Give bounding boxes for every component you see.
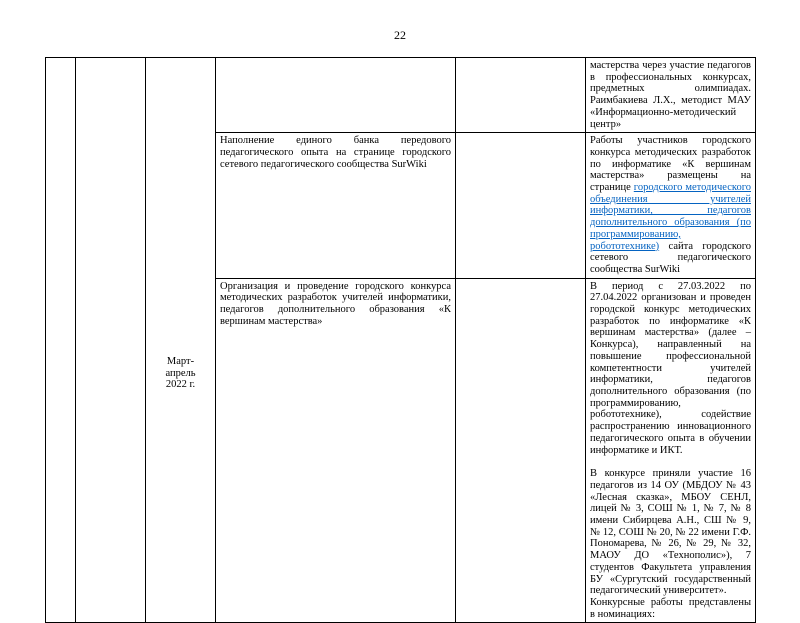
date-text: Март-апрель 2022 г. [165, 356, 196, 391]
result-paragraph: В период с 27.03.2022 по 27.04.2022 организован и проведен городской конкурс методических разработок по информатике «К вершинам мастерства» (далее – Конкурса), направленный на повышение профессиональной компетентности учителей информатики, педагогов дополнительного образования (по программированию, робототехнике), содействие распространению инновационного педагогического опыта в обучении информатике и ИКТ. [590, 280, 751, 456]
surwiki-page-link[interactable]: городского методического объединения учителей информатики, педагогов дополнительного образования (по программированию, робототехнике) [590, 182, 751, 252]
report-table [45, 57, 756, 623]
table-cell-col1-empty [46, 58, 76, 623]
table-cell-col2-empty [76, 58, 146, 623]
table-cell-result-row3 [586, 278, 756, 623]
activity-text: Наполнение единого банка передового педагогического опыта на странице городского сетевого педагогического сообщества SurWiki [220, 135, 451, 170]
table-cell-date [146, 58, 216, 623]
table-cell-activity-row3 [216, 278, 456, 623]
table-cell-col5-row2-empty [456, 133, 586, 278]
table-cell-col5-row1-empty [456, 58, 586, 133]
result-paragraph: Конкурсные работы представлены в номинациях: [590, 596, 751, 620]
table-row [46, 58, 756, 133]
table-cell-col5-row3-empty [456, 278, 586, 623]
result-text: мастерства через участие педагогов в профессиональных конкурсах, предметных олимпиадах. Раимбакиева Л.Х., методист МАУ «Информационно-методический центр» [590, 60, 751, 130]
table-cell-activity-row2 [216, 133, 456, 278]
page-number: 22 [394, 28, 406, 42]
activity-text: Организация и проведение городского конкурса методических разработок учителей информатики, педагогов дополнительного образования «К вершинам мастерства» [220, 280, 451, 327]
table-cell-activity-row1-empty [216, 58, 456, 133]
result-text-segment: сайта городского сетевого педагогического сообщества SurWiki [590, 240, 751, 275]
result-text-segment: Работы участников городского конкурса методических разработок по информатике «К вершинам мастерства» размещены на странице [590, 135, 751, 194]
table-cell-result-row1 [586, 58, 756, 133]
table-cell-result-row2 [586, 133, 756, 278]
result-paragraph: В конкурсе приняли участие 16 педагогов из 14 ОУ (МБДОУ № 43 «Лесная сказка», МБОУ СЕНЛ, лицей № 3, СОШ № 1, № 7, № 8 имени Сибирцева А.Н., СШ № 9, № 12, СОШ № 20, № 22 имени Г.Ф. Пономарева, № 26, № 29, № 32, МАОУ ДО «Технополис»), 7 студентов Факультета управления БУ «Сургутский государственный педагогический университет». [590, 468, 751, 597]
result-text [590, 135, 751, 275]
